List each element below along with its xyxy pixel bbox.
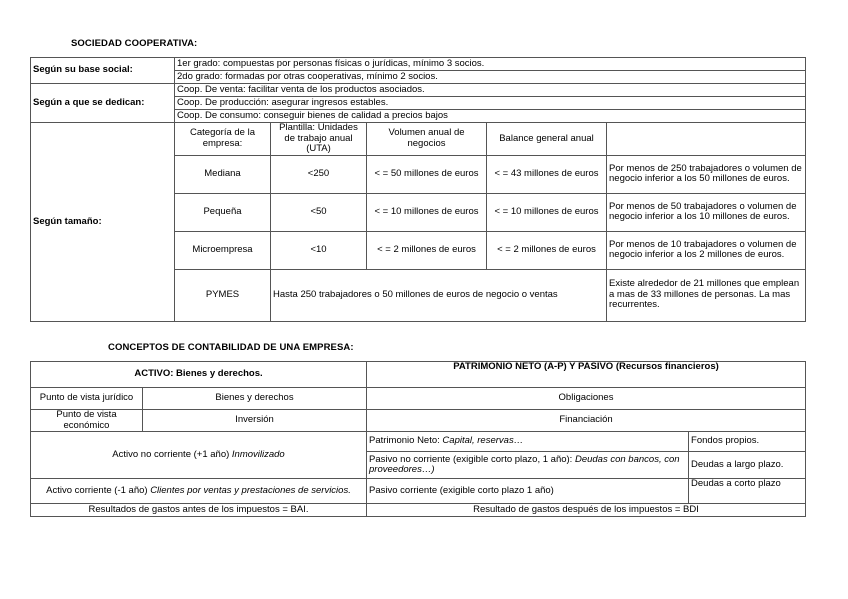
activo-corriente-example: Clientes por ventas y prestaciones de servicios. bbox=[150, 484, 351, 496]
size-note: Por menos de 250 trabajadores o volumen de negocio inferior a los 50 millones de euros. bbox=[607, 155, 806, 193]
tamano-header: Plantilla: Unidades de trabajo anual (UTA) bbox=[271, 123, 367, 156]
size-balance: < = 10 millones de euros bbox=[487, 193, 607, 231]
tamano-header: Categoría de la empresa: bbox=[175, 123, 271, 156]
base-social-label: Según su base social: bbox=[31, 58, 175, 84]
patrimonio-neto bbox=[367, 432, 689, 452]
tamano-header: Balance general anual bbox=[487, 123, 607, 156]
dedicacion-row: Coop. De consumo: conseguir bienes de calidad a precios bajos bbox=[175, 110, 806, 123]
patrimonio-neto-text: Patrimonio Neto: bbox=[369, 435, 440, 447]
size-balance: < = 2 millones de euros bbox=[487, 231, 607, 269]
juridico-activo: Bienes y derechos bbox=[143, 388, 367, 410]
tamano-header bbox=[607, 123, 806, 156]
size-volumen: < = 2 millones de euros bbox=[367, 231, 487, 269]
patrimonio-neto-example: Capital, reservas… bbox=[442, 435, 524, 447]
dedicacion-row: Coop. De producción: asegurar ingresos estables. bbox=[175, 97, 806, 110]
juridico-label: Punto de vista jurídico bbox=[31, 388, 143, 410]
size-plantilla: <10 bbox=[271, 231, 367, 269]
dedicacion-label: Según a que se dedican: bbox=[31, 84, 175, 123]
base-social-row: 2do grado: formadas por otras cooperativas, mínimo 2 socios. bbox=[175, 71, 806, 84]
tamano-label: Según tamaño: bbox=[31, 123, 175, 322]
activo-no-corriente bbox=[31, 432, 367, 479]
activo-header: ACTIVO: Bienes y derechos. bbox=[31, 362, 367, 388]
tamano-header: Volumen anual de negocios bbox=[367, 123, 487, 156]
pasivo-no-corriente-text: Pasivo no corriente (exigible corto plazo, 1 año): bbox=[369, 453, 573, 465]
base-social-row: 1er grado: compuestas por personas físicas o jurídicas, mínimo 3 socios. bbox=[175, 58, 806, 71]
deudas-corto-plazo: Deudas a corto plazo bbox=[689, 479, 806, 504]
size-plantilla: <250 bbox=[271, 155, 367, 193]
pasivo-no-corriente bbox=[367, 452, 689, 479]
activo-no-corriente-text: Activo no corriente (+1 año) bbox=[112, 448, 230, 460]
size-note: Por menos de 50 trabajadores o volumen de negocio inferior a los 10 millones de euros. bbox=[607, 193, 806, 231]
cooperativa-table bbox=[30, 57, 806, 322]
size-balance: < = 43 millones de euros bbox=[487, 155, 607, 193]
juridico-pasivo: Obligaciones bbox=[367, 388, 806, 410]
pasivo-corriente: Pasivo corriente (exigible corto plazo 1 año) bbox=[367, 479, 689, 504]
section-title-contabilidad: CONCEPTOS DE CONTABILIDAD DE UNA EMPRESA: bbox=[108, 342, 354, 353]
dedicacion-row: Coop. De venta: facilitar venta de los productos asociados. bbox=[175, 84, 806, 97]
contabilidad-table bbox=[30, 361, 806, 517]
size-category: PYMES bbox=[175, 269, 271, 321]
fondos-propios: Fondos propios. bbox=[689, 432, 806, 452]
size-plantilla: <50 bbox=[271, 193, 367, 231]
pasivo-no-corriente-example: Deudas con bancos, con proveedores…) bbox=[369, 453, 680, 475]
size-volumen: < = 50 millones de euros bbox=[367, 155, 487, 193]
activo-no-corriente-example: Inmovilizado bbox=[231, 448, 285, 460]
resultado-bdi: Resultado de gastos después de los impuestos = BDI bbox=[367, 504, 806, 517]
pasivo-header: PATRIMONIO NETO (A-P) Y PASIVO (Recursos financieros) bbox=[367, 362, 806, 388]
size-note: Existe alrededor de 21 millones que emplean a mas de 33 millones de personas. La mas recurrentes. bbox=[607, 269, 806, 321]
size-note: Por menos de 10 trabajadores o volumen de negocio inferior a los 2 millones de euros. bbox=[607, 231, 806, 269]
economico-pasivo: Financiación bbox=[367, 410, 806, 432]
economico-label: Punto de vista económico bbox=[31, 410, 143, 432]
resultado-bai: Resultados de gastos antes de los impuestos = BAI. bbox=[31, 504, 367, 517]
size-volumen: < = 10 millones de euros bbox=[367, 193, 487, 231]
size-category: Mediana bbox=[175, 155, 271, 193]
activo-corriente-text: Activo corriente (-1 año) bbox=[46, 484, 148, 496]
deudas-largo-plazo: Deudas a largo plazo. bbox=[689, 452, 806, 479]
pymes-desc: Hasta 250 trabajadores o 50 millones de euros de negocio o ventas bbox=[271, 269, 607, 321]
activo-corriente bbox=[31, 479, 367, 504]
economico-activo: Inversión bbox=[143, 410, 367, 432]
size-category: Pequeña bbox=[175, 193, 271, 231]
section-title-cooperativa: SOCIEDAD COOPERATIVA: bbox=[71, 38, 198, 49]
size-category: Microempresa bbox=[175, 231, 271, 269]
